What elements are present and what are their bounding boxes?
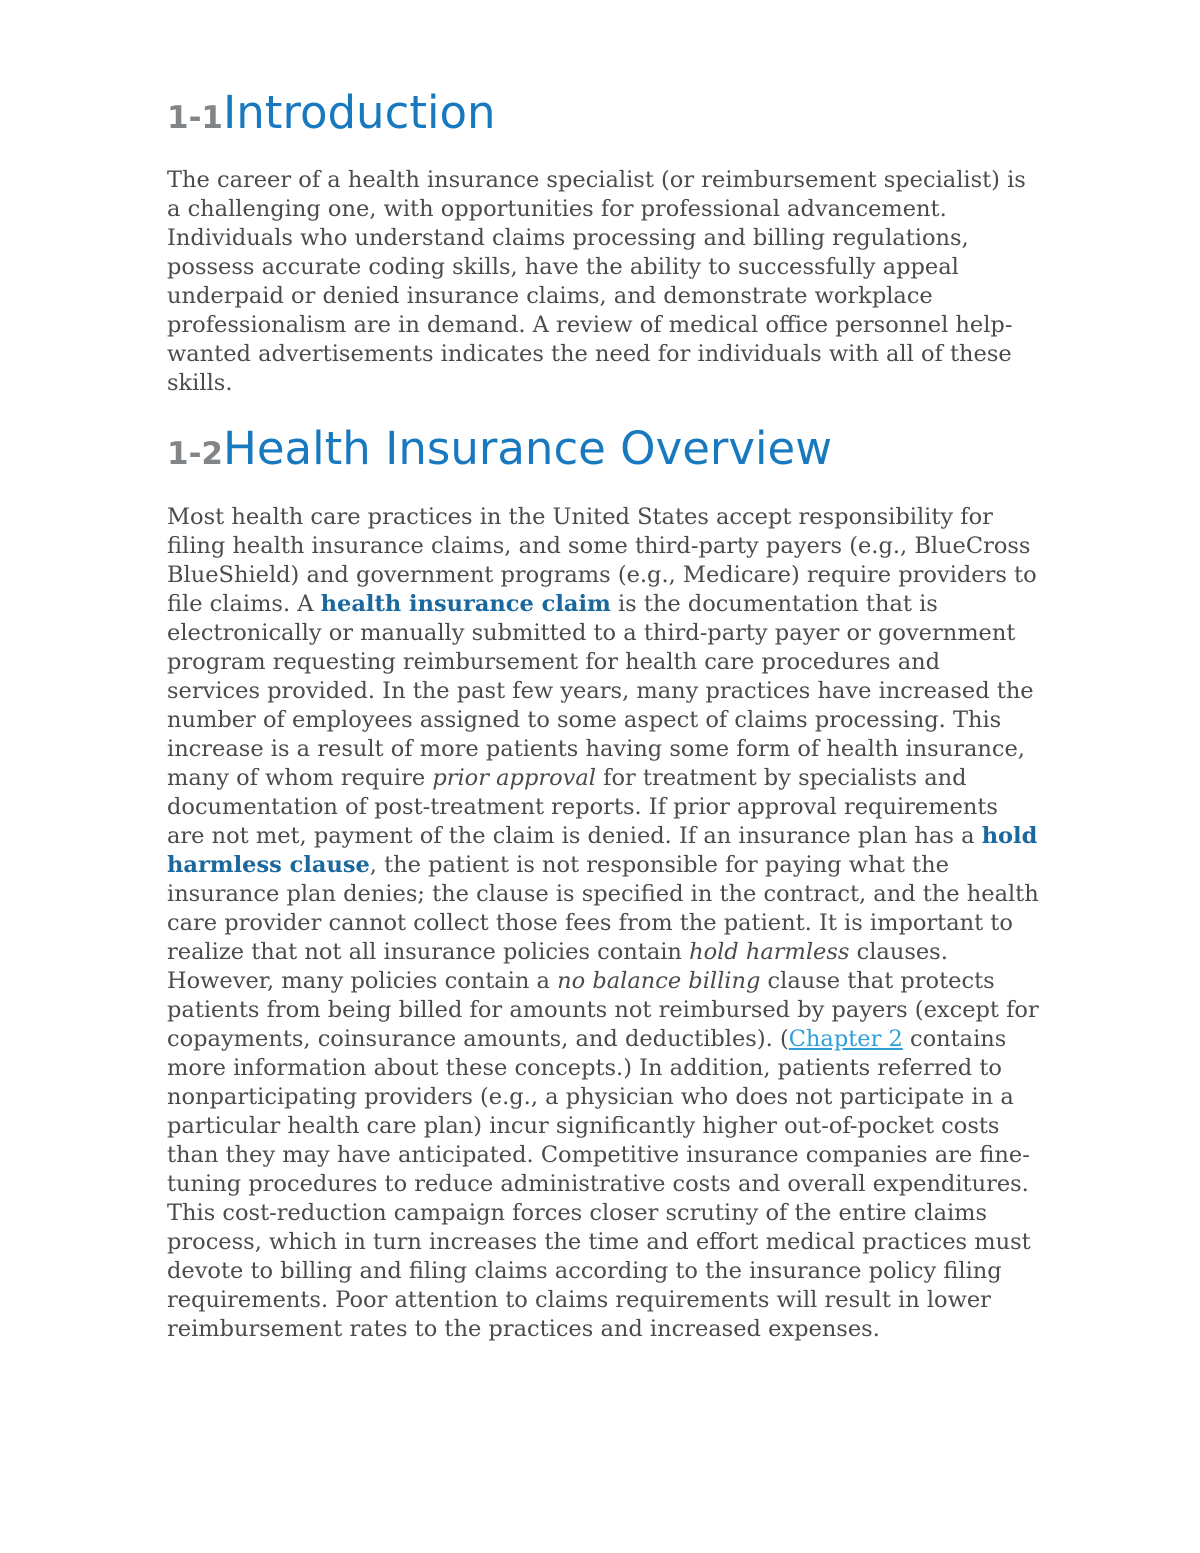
chapter-2-link[interactable]: Chapter 2	[788, 1025, 903, 1052]
section-title: Introduction	[223, 86, 496, 139]
emphasis-text: hold harmless	[689, 938, 850, 965]
key-term: hold harmless clause	[167, 822, 1038, 878]
emphasis-text: prior approval	[432, 764, 596, 791]
text-run: is the documentation that is electronically or manually submitted to a third-party payer or government program requesting reimbursement for health care procedures and services provided. In the past few years, many practices have increased the number of employees assigned to some aspect of claims processing. This increase is a result of more patients having some form of health insurance, many of whom require	[167, 590, 1034, 791]
text-run: clauses. However, many policies contain a	[167, 938, 948, 994]
section-health-insurance-overview	[167, 424, 1040, 1343]
text-run: The career of a health insurance specialist (or reimbursement specialist) is a challenging one, with opportunities for professional advancement. Individuals who understand claims processing and billing regulations, possess accurate coding skills, have the ability to successfully appeal underpaid or denied insurance claims, and demonstrate workplace professionalism are in demand. A review of medical office personnel help-wanted advertisements indicates the need for individuals with all of these skills.	[167, 167, 1026, 397]
emphasis-text: no balance billing	[557, 967, 761, 994]
section-number: 1-2	[167, 436, 224, 473]
section-heading	[167, 88, 1040, 138]
section-title: Health Insurance Overview	[223, 422, 833, 476]
section-introduction	[167, 88, 1040, 398]
text-run: clause that protects patients from being billed for amounts not reimbursed by payers (except for copayments, coinsurance amounts, and deductibles). (	[167, 967, 1039, 1052]
text-run: for treatment by specialists and documentation of post-treatment reports. If prior approval requirements are not met, payment of the claim is denied. If an insurance plan has a	[167, 764, 998, 849]
text-run: Most health care practices in the United States accept responsibility for filing health insurance claims, and some third-party payers (e.g., BlueCross BlueShield) and government programs (e.g., Medicare) require providers to file claims. A	[167, 503, 1037, 617]
text-run: , the patient is not responsible for paying what the insurance plan denies; the clause is specified in the contract, and the health care provider cannot collect those fees from the patient. It is important to realize that not all insurance policies contain	[167, 851, 1039, 965]
section-paragraph	[167, 503, 1039, 1344]
key-term: health insurance claim	[320, 590, 611, 617]
section-number: 1-1	[167, 100, 224, 136]
section-paragraph	[167, 166, 1039, 398]
section-heading	[167, 424, 1040, 474]
text-run: contains more information about these concepts.) In addition, patients referred to nonparticipating providers (e.g., a physician who does not participate in a particular health care plan) incur significantly higher out-of-pocket costs than they may have anticipated. Competitive insurance companies are fine-tuning procedures to reduce administrative costs and overall expenditures. This cost-reduction campaign forces closer scrutiny of the entire claims process, which in turn increases the time and effort medical practices must devote to billing and filing claims according to the insurance policy filing requirements. Poor attention to claims requirements will result in lower reimbursement rates to the practices and increased expenses.	[167, 1025, 1031, 1342]
